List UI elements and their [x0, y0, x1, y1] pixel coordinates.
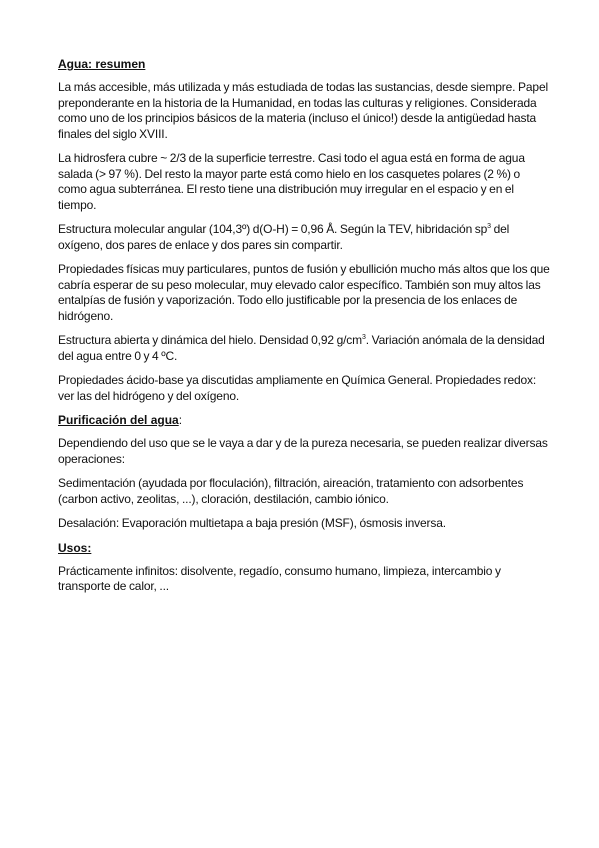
paragraph-structure	[58, 222, 550, 253]
heading-text: Agua: resumen	[58, 57, 146, 71]
paragraph-history: La más accesible, más utilizada y más estudiada de todas las sustancias, desde siempre. Papel preponderante en la historia de la Humanidad, en todas las culturas y religiones. Considerada como uno de los principios básicos de la materia (incluso el único!) desde la antigüedad hasta finales del siglo XVIII.	[58, 80, 548, 141]
ice-superscript: 3	[361, 334, 366, 341]
heading-colon: :	[178, 413, 183, 427]
paragraph-ice	[58, 333, 550, 364]
paragraph-sedimentation: Sedimentación (ayudada por floculación), filtración, aireación, tratamiento con adsorbentes (carbon activo, zeolitas, ...), cloración, destilación, cambio iónico.	[58, 476, 524, 506]
heading-text: Purificación del agua	[58, 413, 179, 427]
document-page	[58, 57, 550, 604]
paragraph-hydrosphere: La hidrosfera cubre ~ 2/3 de la superficie terrestre. Casi todo el agua está en forma de agua salada (> 97 %). Del resto la mayor parte está como hielo en los casquetes polares (2 %) o como agua subterránea. El resto tiene una distribución muy irregular en el espacio y en el tiempo.	[58, 151, 525, 212]
section-heading-usos	[58, 541, 550, 556]
structure-text-before: Estructura molecular angular (104,3º) d(O-H) = 0,96 Å. Según la TEV, hibridación sp	[58, 222, 488, 236]
paragraph-acid-base: Propiedades ácido-base ya discutidas ampliamente en Química General. Propiedades redox: ver las del hidrógeno y del oxígeno.	[58, 373, 537, 403]
paragraph-uses: Prácticamente infinitos: disolvente, regadío, consumo humano, limpieza, intercambio y transporte de calor, ...	[58, 563, 501, 593]
section-heading-resumen	[58, 57, 550, 72]
structure-superscript: 3	[487, 223, 491, 230]
ice-text-before: Estructura abierta y dinámica del hielo. Densidad 0,92 g/cm	[58, 333, 362, 347]
ice-text-after: . Variación anómala de la densidad del agua entre 0 y 4 ºC.	[58, 333, 545, 363]
section-heading-purificacion	[58, 413, 550, 428]
structure-text-after: del oxígeno, dos pares de enlace y dos pares sin compartir.	[58, 222, 510, 252]
paragraph-physical-properties: Propiedades físicas muy particulares, puntos de fusión y ebullición mucho más altos que los que cabría esperar de su peso molecular, muy elevado calor específico. También son muy altos las entalpías de fusión y vaporización. Todo ello justificable por la presencia de los enlaces de hidrógeno.	[58, 262, 550, 323]
paragraph-desalination: Desalación: Evaporación multietapa a baja presión (MSF), ósmosis inversa.	[58, 516, 446, 530]
paragraph-depending-use: Dependiendo del uso que se le vaya a dar y de la pureza necesaria, se pueden realizar diversas operaciones:	[58, 436, 548, 466]
heading-text: Usos:	[58, 540, 92, 555]
